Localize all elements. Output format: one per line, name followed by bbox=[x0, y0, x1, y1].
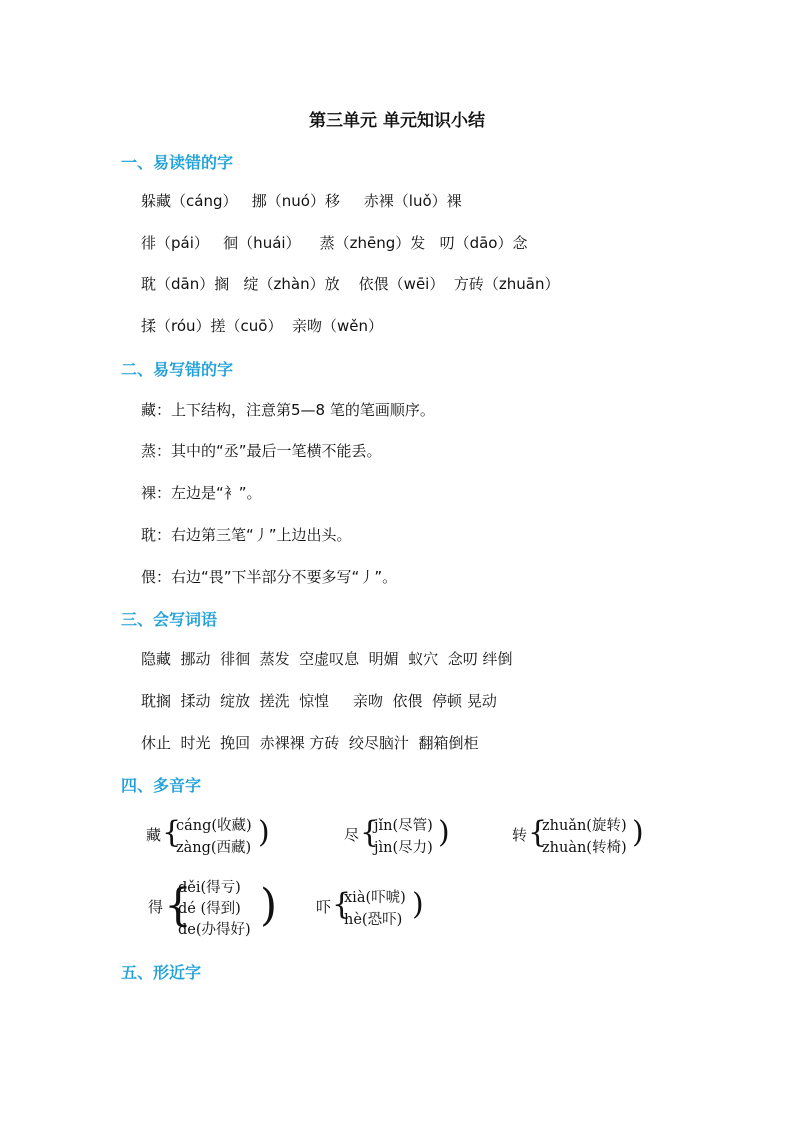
text-line: 隐藏 挪动 徘徊 蒸发 空虚叹息 明媚 蚁穴 念叨 绊倒 bbox=[141, 650, 513, 668]
page-title: 第三单元 单元知识小结 bbox=[309, 111, 485, 131]
reading: děi(得亏) bbox=[178, 880, 241, 896]
polyphone-cang bbox=[146, 812, 276, 862]
reading: cáng(收藏) bbox=[176, 818, 252, 834]
section-heading-5: 五、形近字 bbox=[121, 963, 202, 982]
reading: de(办得好) bbox=[178, 922, 251, 938]
right-brace: ) bbox=[412, 887, 424, 922]
reading: hè(恐吓) bbox=[344, 912, 403, 928]
text-line: 揉（róu）搓（cuō） 亲吻（wěn） bbox=[141, 317, 383, 335]
reading: zhuǎn(旋转) bbox=[542, 818, 627, 834]
right-brace: ) bbox=[438, 815, 450, 850]
text-line: 蒸：其中的“丞”最后一笔横不能丢。 bbox=[141, 442, 382, 460]
section-heading-1: 一、易读错的字 bbox=[121, 153, 234, 172]
reading: zàng(西藏) bbox=[176, 840, 252, 856]
right-brace: ) bbox=[260, 880, 278, 931]
polyphone-de bbox=[148, 874, 278, 944]
text-line: 休止 时光 挽回 赤裸裸 方砖 绞尽脑汁 翻箱倒柜 bbox=[141, 734, 479, 752]
polyphone-char: 尽 bbox=[344, 826, 360, 844]
left-brace: { bbox=[528, 815, 548, 850]
reading: zhuàn(转椅) bbox=[542, 840, 627, 856]
section-heading-3: 三、会写词语 bbox=[121, 610, 218, 629]
right-brace: ) bbox=[632, 815, 644, 850]
text-line: 偎：右边“畏”下半部分不要多写“丿”。 bbox=[141, 568, 398, 586]
text-line: 耽：右边第三笔“丿”上边出头。 bbox=[141, 526, 352, 544]
polyphone-char: 吓 bbox=[316, 898, 332, 916]
polyphone-char: 得 bbox=[148, 898, 164, 916]
text-line: 躲藏（cáng） 挪（nuó）移 赤裸（luǒ）裸 bbox=[141, 192, 462, 210]
polyphone-jin bbox=[344, 812, 454, 862]
section-heading-4: 四、多音字 bbox=[121, 776, 202, 795]
text-line: 耽搁 揉动 绽放 搓洗 惊惶 亲吻 依偎 停顿 晃动 bbox=[141, 692, 497, 710]
text-line: 藏：上下结构，注意第5—8 笔的笔画顺序。 bbox=[141, 401, 435, 419]
left-brace: { bbox=[332, 887, 352, 922]
polyphone-xia bbox=[316, 884, 426, 934]
text-line: 耽（dān）搁 绽（zhàn）放 依偎（wēi） 方砖（zhuān） bbox=[141, 275, 560, 293]
section-heading-2: 二、易写错的字 bbox=[121, 360, 234, 379]
reading: xià(吓唬) bbox=[344, 890, 406, 906]
polyphone-zhuan bbox=[512, 812, 646, 862]
polyphone-char: 转 bbox=[512, 826, 528, 844]
reading: jǐn(尽管) bbox=[374, 818, 433, 834]
right-brace: ) bbox=[258, 815, 270, 850]
text-line: 裸：左边是“衤”。 bbox=[141, 484, 262, 502]
reading: jìn(尽力) bbox=[374, 840, 433, 856]
polyphone-char: 藏 bbox=[146, 826, 162, 844]
reading: dé (得到) bbox=[178, 901, 241, 917]
text-line: 徘（pái） 徊（huái） 蒸（zhēng）发 叨（dāo）念 bbox=[141, 234, 528, 252]
left-brace: { bbox=[164, 880, 192, 931]
left-brace: { bbox=[162, 815, 182, 850]
left-brace: { bbox=[360, 815, 380, 850]
